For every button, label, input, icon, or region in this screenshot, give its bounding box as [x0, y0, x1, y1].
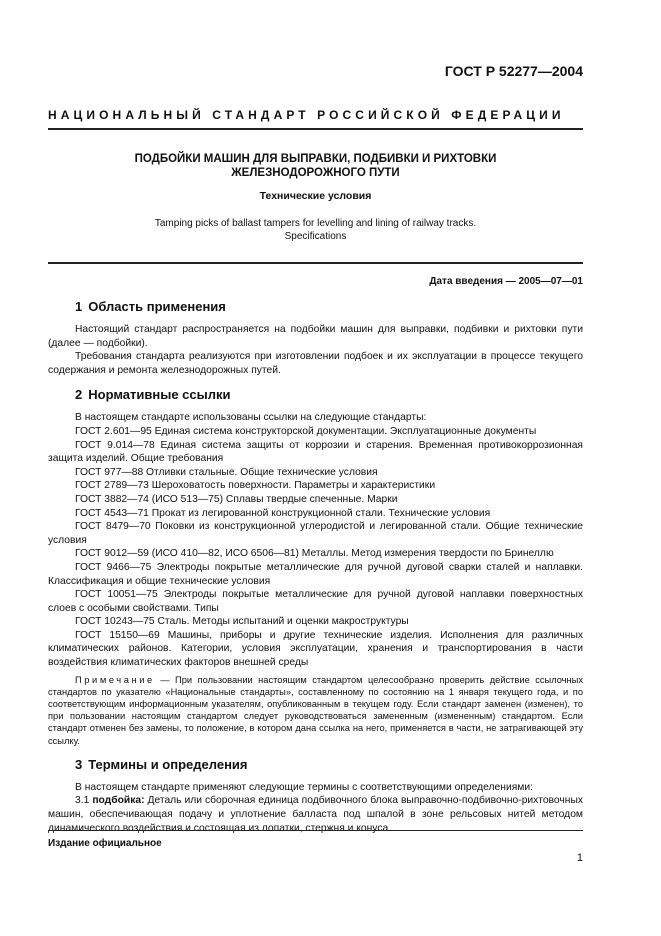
- document-subtitle: Технические условия: [259, 190, 372, 202]
- page-number: 1: [576, 852, 583, 864]
- reference-item: ГОСТ 10051—75 Электроды покрытые металлические для ручной дуговой наплавки поверхностных слоев с особыми свойствами. Типы: [48, 589, 583, 614]
- english-title-line-2: Specifications: [284, 231, 347, 242]
- section-number: 2: [75, 387, 83, 403]
- paragraph: Требования стандарта реализуются при изготовлении подбоек и их эксплуатации в процессе текущего содержания и ремонта железнодорожных путей.: [48, 351, 583, 376]
- reference-item: ГОСТ 4543—71 Прокат из легированной конструкционной стали. Технические условия: [75, 507, 491, 519]
- section-title: Область применения: [88, 299, 226, 314]
- reference-item: ГОСТ 9.014—78 Единая система защиты от коррозии и старения. Временная противокоррозионная защита изделий. Общие требования: [48, 439, 583, 465]
- section-number: 3: [75, 756, 83, 772]
- reference-item: ГОСТ 2.601—95 Единая система конструкторской документации. Эксплуатационные документы: [75, 425, 537, 437]
- introduction-date: Дата введения — 2005—07—01: [429, 276, 583, 287]
- reference-item: ГОСТ 9466—75 Электроды покрытые металлические для ручной дуговой сварки сталей и наплавки. Классификация и общие технические условия: [48, 561, 583, 587]
- english-title-line-1: Tamping picks of ballast tampers for levelling and lining of railway tracks.: [154, 218, 477, 229]
- section-3-heading: [75, 756, 583, 774]
- reference-item: ГОСТ 9012—59 (ИСО 410—82, ИСО 6506—81) Металлы. Метод измерения твердости по Бринеллю: [75, 548, 554, 560]
- paragraph: Настоящий стандарт распространяется на подбойки машин для выправки, подбивки и рихтовки пути (далее — подбойки).: [48, 324, 583, 349]
- national-standard-banner: НАЦИОНАЛЬНЫЙ СТАНДАРТ РОССИЙСКОЙ ФЕДЕРАЦИИ: [48, 108, 565, 122]
- note-label: Примечание: [75, 674, 155, 685]
- footer-rule: [48, 830, 583, 831]
- section-1-heading: [75, 298, 583, 316]
- english-title: [48, 217, 583, 243]
- reference-item: ГОСТ 8479—70 Поковки из конструкционной углеродистой и легированной стали. Общие технические условия: [48, 521, 583, 546]
- title-line-1: ПОДБОЙКИ МАШИН ДЛЯ ВЫПРАВКИ, ПОДБИВКИ И РИХТОВКИ: [134, 153, 497, 165]
- title-line-2: ЖЕЛЕЗНОДОРОЖНОГО ПУТИ: [231, 167, 400, 179]
- reference-item: ГОСТ 3882—74 (ИСО 513—75) Сплавы твердые спеченные. Марки: [75, 493, 398, 505]
- title-rule: [48, 262, 583, 264]
- term-text: Деталь или сборочная единица подбивочного блока выправочно-подбивочно-рихтовочных машин, обеспечивающая подачу и уплотнение балласта под шпалой в зоне рельсовых нитей методом динамического воздействия и состоящая из лопатки, стержня и конуса.: [48, 795, 583, 834]
- section-number: 1: [75, 299, 83, 314]
- reference-item: ГОСТ 977—88 Отливки стальные. Общие технические условия: [75, 466, 378, 478]
- official-edition-label: Издание официальное: [48, 838, 162, 849]
- paragraph: В настоящем стандарте применяют следующие термины с соответствующими определениями:: [75, 781, 533, 793]
- section-title: Нормативные ссылки: [88, 387, 231, 403]
- document-number: ГОСТ Р 52277—2004: [444, 63, 583, 79]
- document-title: [48, 152, 583, 180]
- note-text: — При пользовании настоящим стандартом целесообразно проверить действие ссылочных стандартов по указателю «Национальные стандарты», составленному по состоянию на 1 января текущего года, и по соответствующим информационным указателям, опубликованным в текущем году. Если стандарт заменен (изменен), то при пользовании настоящим стандартом следует руководствоваться замененным (измененным) стандартом. Если стандарт отменен без замены, то положение, в котором дана ссылка на него, применяется в части, не затрагивающей эту ссылку.: [48, 674, 583, 746]
- section-2-heading: [75, 386, 583, 404]
- section-title: Термины и определения: [88, 756, 248, 772]
- header-rule: [48, 128, 583, 130]
- note: [48, 674, 583, 747]
- term: подбойка:: [92, 795, 145, 807]
- term-number: 3.1: [75, 795, 90, 807]
- reference-item: ГОСТ 2789—73 Шероховатость поверхности. Параметры и характеристики: [75, 480, 436, 492]
- paragraph: В настоящем стандарте использованы ссылки на следующие стандарты:: [75, 412, 427, 424]
- reference-item: ГОСТ 10243—75 Сталь. Методы испытаний и оценки макроструктуры: [75, 616, 409, 628]
- document-body: [48, 298, 583, 835]
- reference-item: ГОСТ 15150—69 Машины, приборы и другие технические изделия. Исполнения для различных климатических районов. Категории, условия эксплуатации, хранения и транспортирования в части воздействия климатических факторов внешней среды: [48, 629, 583, 669]
